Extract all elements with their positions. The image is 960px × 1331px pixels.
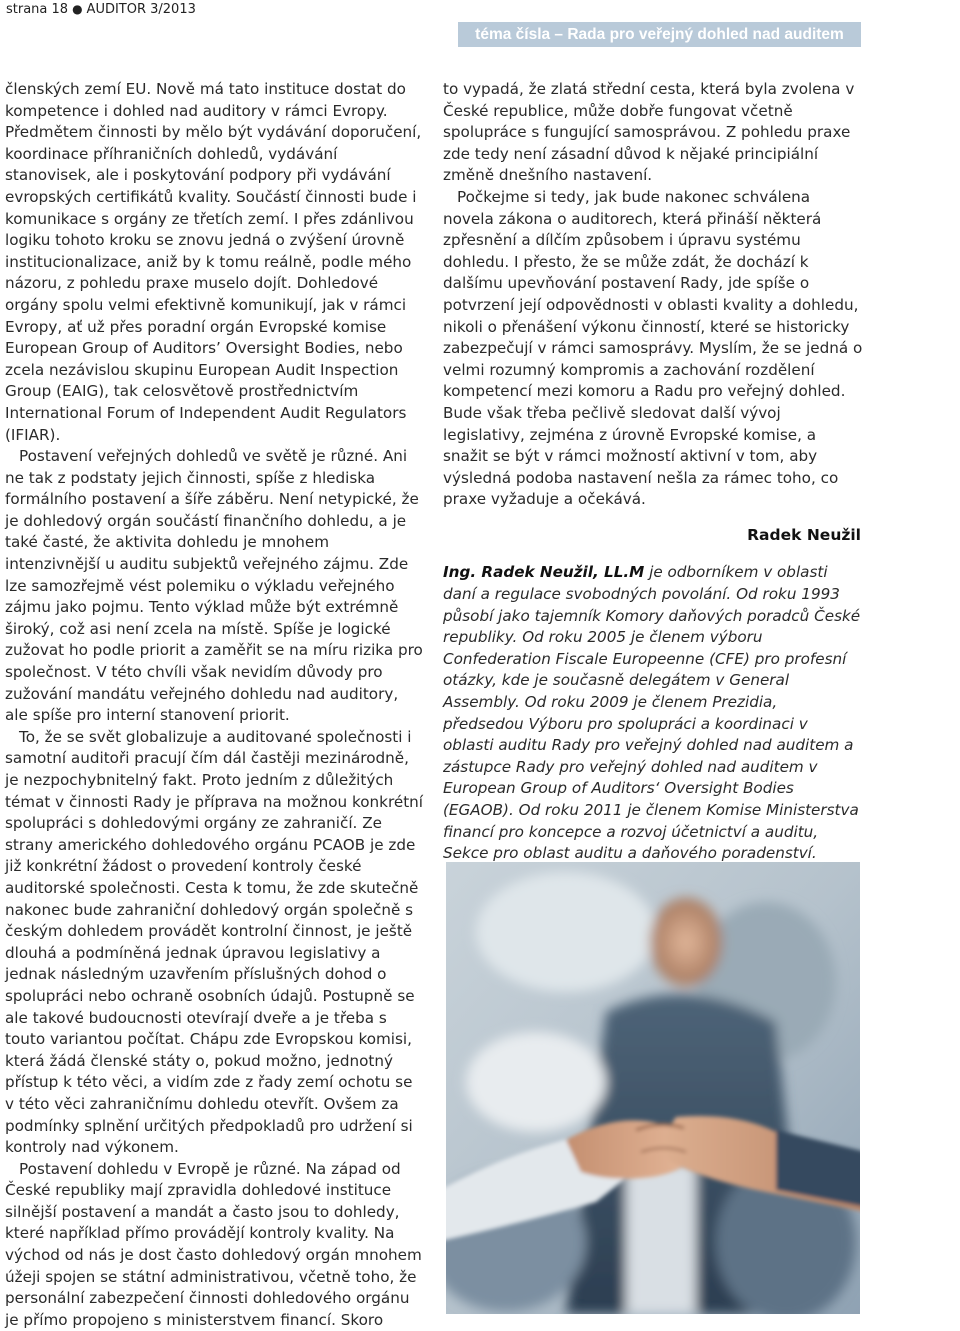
article-paragraph: to vypadá, že zlatá střední cesta, která byla zvolena v České republice, může dobře fungovat včetně spolupráce s fungující samosprávou. Z pohledu praxe zde tedy není zásadní důvod k nějaké principiální změně dnešního nastavení.: [443, 80, 855, 185]
left-column: [5, 79, 425, 1331]
article-paragraph: členských zemí EU. Nově má tato instituce dostat do kompetence i dohled nad auditory v rámci Evropy. Předmětem činnosti by mělo být vydávání doporučení, koordinace příhraničních dohledů, vydávání stanovisek, ale i poskytování podpory při vydávání evropských certifikátů kvality. Součástí činnosti bude i komunikace s orgány ze třetích zemí. I přes zdánlivou logiku tohoto kroku se znovu jedná o zvýšení úrovně institucionalizace, aniž by k tomu reálně, podle mého názoru, z pohledu praxe muselo dojít. Dohledové orgány spolu velmi efektivně komunikují, jak v rámci Evropy, ať už přes poradní orgán Evropské komise European Group of Auditors’ Oversight Bodies, nebo zcela nezávislou skupinu European Audit Inspection Group (EAIG), tak celosvětově prostřednictvím International Forum of Independent Audit Regulators (IFIAR).: [5, 80, 422, 444]
bio-name: Ing. Radek Neužil, LL.M: [443, 563, 645, 582]
handshake-photo: [446, 862, 860, 1314]
publication-name: AUDITOR 3/2013: [86, 2, 196, 17]
article-paragraph: Postavení dohledu v Evropě je různé. Na západ od České republiky mají zpravidla dohledové instituce silnější postavení a mandát a často jsou to dohledy, které například přímo provádějí kontroly kvality. Na východ od nás je dost často dohledový orgán mnohem úžeji spojen se státní administrativou, včetně toho, že personální zabezpečení činnosti dohledového orgánu je přímo propojeno s ministerstvem financí. Skoro: [5, 1159, 422, 1329]
handshake-illustration: [446, 862, 860, 1314]
right-column: [443, 79, 863, 865]
topic-bar: téma čísla – Rada pro veřejný dohled nad auditem: [458, 22, 861, 47]
author-signature: Radek Neužil: [747, 525, 861, 544]
article-paragraph: Postavení veřejných dohledů ve světě je různé. Ani ne tak z podstaty jejich činnosti, spíše z hlediska formálního postavení a šíře záběru. Není netypické, že je dohledový orgán součástí finančního dohledu, a je také časté, že aktivita dohledu je mnohem intenzivnější u auditu subjektů veřejného zájmu. Zde lze samozřejmě vést polemiku o výkladu veřejného zájmu jako pojmu. Tento výklad může být extrémně široký, což asi není zcela na místě. Spíše je logické zužovat ho podle priorit a zaměřit se na míru rizika pro společnost. V této chvíli však nevidím důvody pro zužování mandátu veřejného dohledu nad auditory, ale spíše pro interní stanovení priorit.: [5, 447, 423, 725]
bullet-icon: ●: [72, 2, 83, 16]
page-label: [6, 2, 196, 17]
article-paragraph: Počkejme si tedy, jak bude nakonec schválena novela zákona o auditorech, která přináší některá zpřesnění a dílčím způsobem i úpravu systému dohledu. I přesto, že se může zdát, že dochází k dalšímu upevňování postavení Rady, jde spíše o potvrzení její odpovědnosti v oblasti kvality a dohledu, nikoli o přenášení výkonu činností, které se historicky zabezpečují v rámci samosprávy. Myslím, že se jedná o velmi rozumný kompromis a zachování rozdělení kompetencí mezi komoru a Radu pro veřejný dohled. Bude však třeba pečlivě sledovat další vývoj legislativy, zejména z úrovně Evropské komise, a snažit se být v rámci možností aktivní v tom, aby výsledná podoba nastavení nešla za rámec toho, co praxe vyžaduje a očekává.: [443, 187, 863, 509]
page-header: [0, 0, 960, 50]
page-number: strana 18: [6, 2, 69, 17]
author-bio: [443, 562, 863, 864]
article-paragraph: To, že se svět globalizuje a auditované společnosti i samotní auditoři pracují čím dál častěji mezinárodně, je nezpochybnitelný fakt. Proto jedním z důležitých témat v činnosti Rady je příprava na možnou konkrétní spolupráci s dohledovými orgány ze zahraničí. Ze strany amerického dohledového orgánu PCAOB je zde již konkrétní žádost o provedení kontroly české auditorské společnosti. Cesta k tomu, že zde skutečně nakonec bude zahraniční dohledový orgán společně s českým dohledem provádět kontrolní činnost, je ještě dlouhá a podmíněná jednak úpravou legislativy a jednak následným uzavřením příslušných dohod o spolupráci nebo ochraně osobních údajů. Postupně se ale takové budoucnosti otevírají dveře a je třeba s touto variantou počítat. Chápu zde Evropskou komisi, která žádá členské státy o, pokud možno, jednotný přístup k této věci, a vidím zde z řady zemí ochotu se v této věci zahraničnímu dohledu otevřít. Ovšem za podmínky splnění určitých předpokladů pro udržení si kontroly nad výkonem.: [5, 727, 424, 1157]
bio-text: je odborníkem v oblasti daní a regulace svobodných povolání. Od roku 1993 působí jako tajemník Komory daňových poradců České republiky. Od roku 2005 je členem výboru Confederation Fiscale Europeenne (CFE) pro profesní otázky, kde je současně delegátem v General Assembly. Od roku 2009 je členem Prezidia, předsedou Výboru pro spolupráci a koordinaci v oblasti auditu Rady pro veřejný dohled nad auditem a zástupce Rady pro veřejný dohled nad auditem v European Group of Auditors‘ Oversight Bodies (EGAOB). Od roku 2011 je členem Komise Ministerstva financí pro koncepce a rozvoj účetnictví a auditu, Sekce pro oblast auditu a daňového poradenství.: [443, 563, 861, 863]
